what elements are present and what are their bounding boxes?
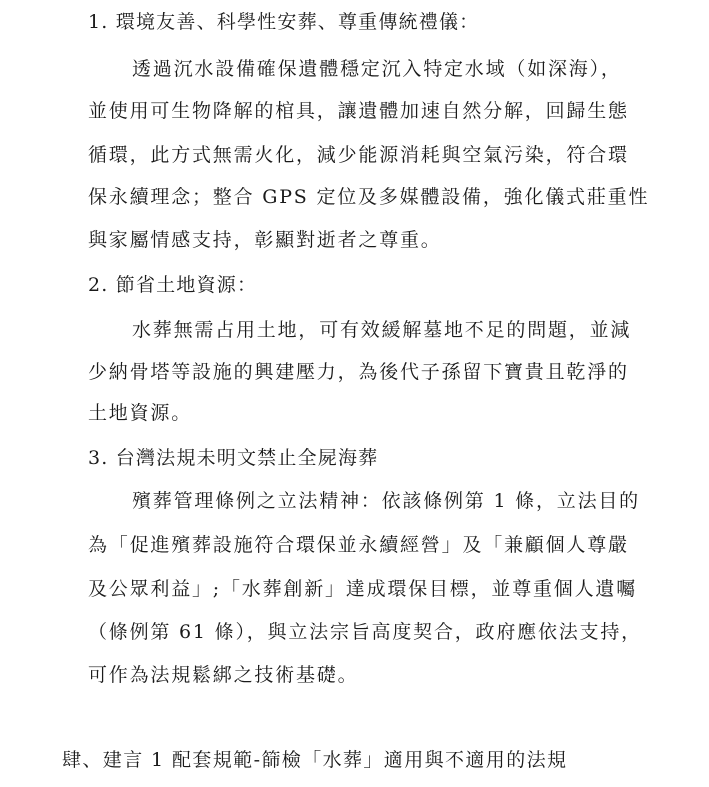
item-1-heading: 1. 環境友善、科學性安葬、尊重傳統禮儀： (88, 11, 480, 33)
item-3-paragraph-line: 為「促進殯葬設施符合環保並永續經營」及「兼顧個人尊嚴 (88, 534, 629, 556)
item-1-paragraph-line: 保永續理念；整合 GPS 定位及多媒體設備，強化儀式莊重性 (88, 186, 650, 208)
section-heading: 肆、建言 1 配套規範-篩檢「水葬」適用與不適用的法規 (62, 749, 568, 771)
item-2-paragraph-line: 水葬無需占用土地，可有效緩解墓地不足的問題，並減 (132, 319, 632, 341)
item-3-paragraph-line: 殯葬管理條例之立法精神：依該條例第 1 條，立法目的 (132, 490, 640, 512)
item-1-paragraph-line: 透過沉水設備確保遺體穩定沉入特定水域（如深海）， (132, 58, 622, 80)
item-3-paragraph-line: 及公眾利益」;「水葬創新」達成環保目標，並尊重個人遺囑 (88, 578, 638, 600)
item-1-paragraph-line: 並使用可生物降解的棺具，讓遺體加速自然分解，回歸生態 (88, 100, 629, 122)
item-1-paragraph-line: 與家屬情感支持，彰顯對逝者之尊重。 (88, 229, 442, 251)
item-2-paragraph-line: 土地資源。 (88, 402, 193, 424)
item-1-paragraph-line: 循環，此方式無需火化，減少能源消耗與空氣污染，符合環 (88, 144, 629, 166)
item-3-heading: 3. 台灣法規未明文禁止全屍海葬 (88, 447, 379, 469)
item-2-heading: 2. 節省土地資源： (88, 274, 258, 296)
item-3-paragraph-line: 可作為法規鬆綁之技術基礎。 (88, 664, 359, 686)
item-3-paragraph-line: （條例第 61 條），與立法宗旨高度契合，政府應依法支持， (88, 621, 642, 643)
item-2-paragraph-line: 少納骨塔等設施的興建壓力，為後代子孫留下寶貴且乾淨的 (88, 361, 629, 383)
